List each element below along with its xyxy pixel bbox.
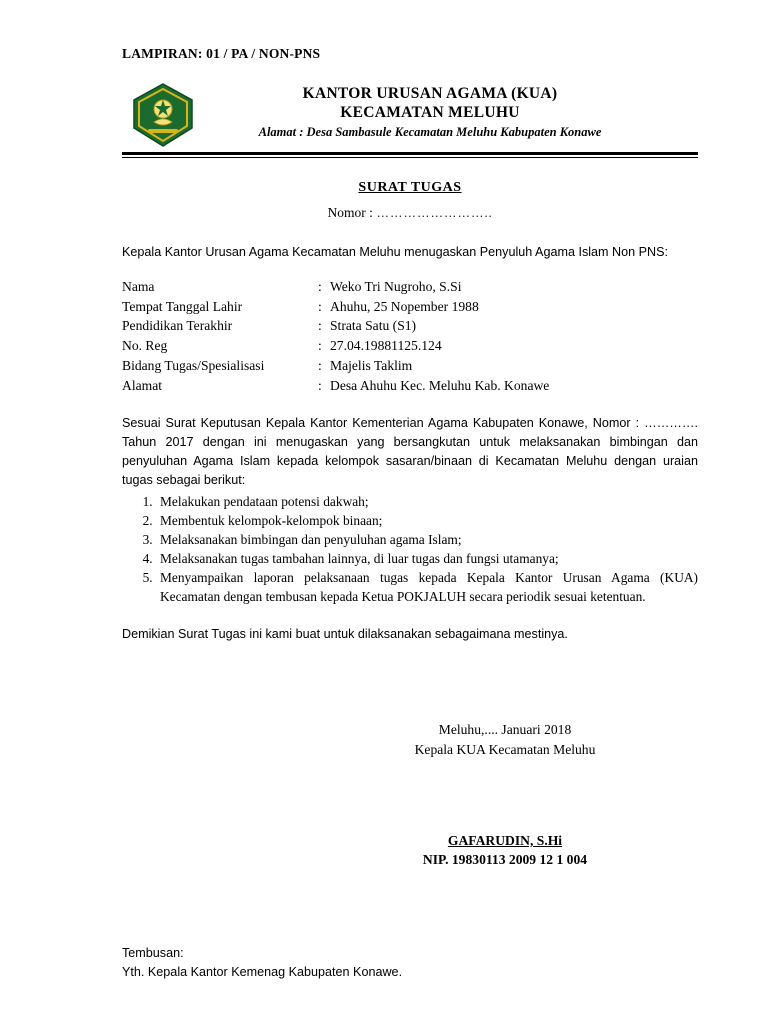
table-row <box>122 278 549 298</box>
detail-value: Desa Ahuhu Kec. Meluhu Kab. Konawe <box>330 377 550 393</box>
cc-recipient: Yth. Kepala Kantor Kemenag Kabupaten Konawe. <box>122 965 403 980</box>
detail-label: Bidang Tugas/Spesialisasi <box>122 357 265 373</box>
cc-label: Tembusan: <box>122 945 184 960</box>
detail-label: Pendidikan Terakhir <box>122 318 233 334</box>
detail-separator: : <box>318 278 322 294</box>
detail-value: Weko Tri Nugroho, S.Si <box>330 278 462 294</box>
list-item: 3. Melaksanakan bimbingan dan penyuluhan agama Islam; <box>156 530 698 549</box>
signature-place-date: Meluhu,.... Januari 2018 <box>438 722 572 738</box>
letterhead <box>122 84 698 150</box>
list-item: 5. Menyampaikan laporan pelaksanaan tugas kepada Kepala Kantor Urusan Agama (KUA) Kecamatan dengan tembusan kepada Ketua POKJALUH secara periodik sesuai ketentuan. <box>156 568 698 606</box>
detail-label: No. Reg <box>122 338 168 354</box>
document-number-label: Nomor : <box>327 205 373 220</box>
table-row <box>122 317 549 337</box>
assignment-paragraph: Sesuai Surat Keputusan Kepala Kantor Kementerian Agama Kabupaten Konawe, Nomor : …………. Tahun 2017 dengan ini menugaskan yang bersangkutan untuk melaksanakan bimbingan dan penyuluhan Agama Islam kepada kelompok sasaran/binaan di Kecamatan Meluhu dengan uraian tugas sebagai berikut: <box>122 416 698 488</box>
assignee-details-table <box>122 278 549 397</box>
office-name: KANTOR URUSAN AGAMA (KUA) <box>302 85 558 102</box>
detail-separator: : <box>318 357 322 373</box>
attachment-line: LAMPIRAN: 01 / PA / NON-PNS <box>122 46 321 61</box>
cc-block <box>122 944 698 983</box>
detail-label: Alamat <box>122 377 163 393</box>
table-row <box>122 377 549 397</box>
header-divider-thin <box>122 157 698 158</box>
office-address: Alamat : Desa Sambasule Kecamatan Meluhu Kabupaten Konawe <box>258 124 602 139</box>
signature-position: Kepala KUA Kecamatan Meluhu <box>414 742 596 758</box>
list-item: 1. Melakukan pendataan potensi dakwah; <box>156 492 698 511</box>
detail-label: Tempat Tanggal Lahir <box>122 298 243 314</box>
detail-value: 27.04.19881125.124 <box>330 338 442 354</box>
district-name: KECAMATAN MELUHU <box>340 104 520 122</box>
signature-nip: NIP. 19830113 2009 12 1 004 <box>422 851 588 867</box>
table-row <box>122 298 549 318</box>
page-title: SURAT TUGAS <box>358 180 462 195</box>
intro-paragraph: Kepala Kantor Urusan Agama Kecamatan Meluhu menugaskan Penyuluh Agama Islam Non PNS: <box>122 245 669 259</box>
table-row <box>122 337 549 357</box>
detail-separator: : <box>318 318 322 334</box>
closing-paragraph: Demikian Surat Tugas ini kami buat untuk dilaksanakan sebagaimana mestinya. <box>122 627 568 642</box>
kemenag-emblem-icon <box>130 82 196 148</box>
document-number-value: …………………….. <box>376 205 493 220</box>
title-block <box>122 178 698 221</box>
detail-value: Ahuhu, 25 Nopember 1988 <box>330 298 479 314</box>
header-divider-thick <box>122 152 698 155</box>
detail-separator: : <box>318 338 322 354</box>
detail-separator: : <box>318 298 322 314</box>
detail-separator: : <box>318 377 322 393</box>
duties-list <box>122 492 698 606</box>
letterhead-text <box>122 84 698 141</box>
detail-value: Strata Satu (S1) <box>330 318 417 334</box>
detail-label: Nama <box>122 278 155 294</box>
table-row <box>122 357 549 377</box>
signature-name: GAFARUDIN, S.Hi <box>447 832 563 848</box>
detail-value: Majelis Taklim <box>330 357 413 373</box>
list-item: 2. Membentuk kelompok-kelompok binaan; <box>156 511 698 530</box>
signature-block <box>122 720 698 868</box>
document-number <box>122 205 698 221</box>
list-item: 4. Melaksanakan tugas tambahan lainnya, di luar tugas dan fungsi utamanya; <box>156 549 698 568</box>
